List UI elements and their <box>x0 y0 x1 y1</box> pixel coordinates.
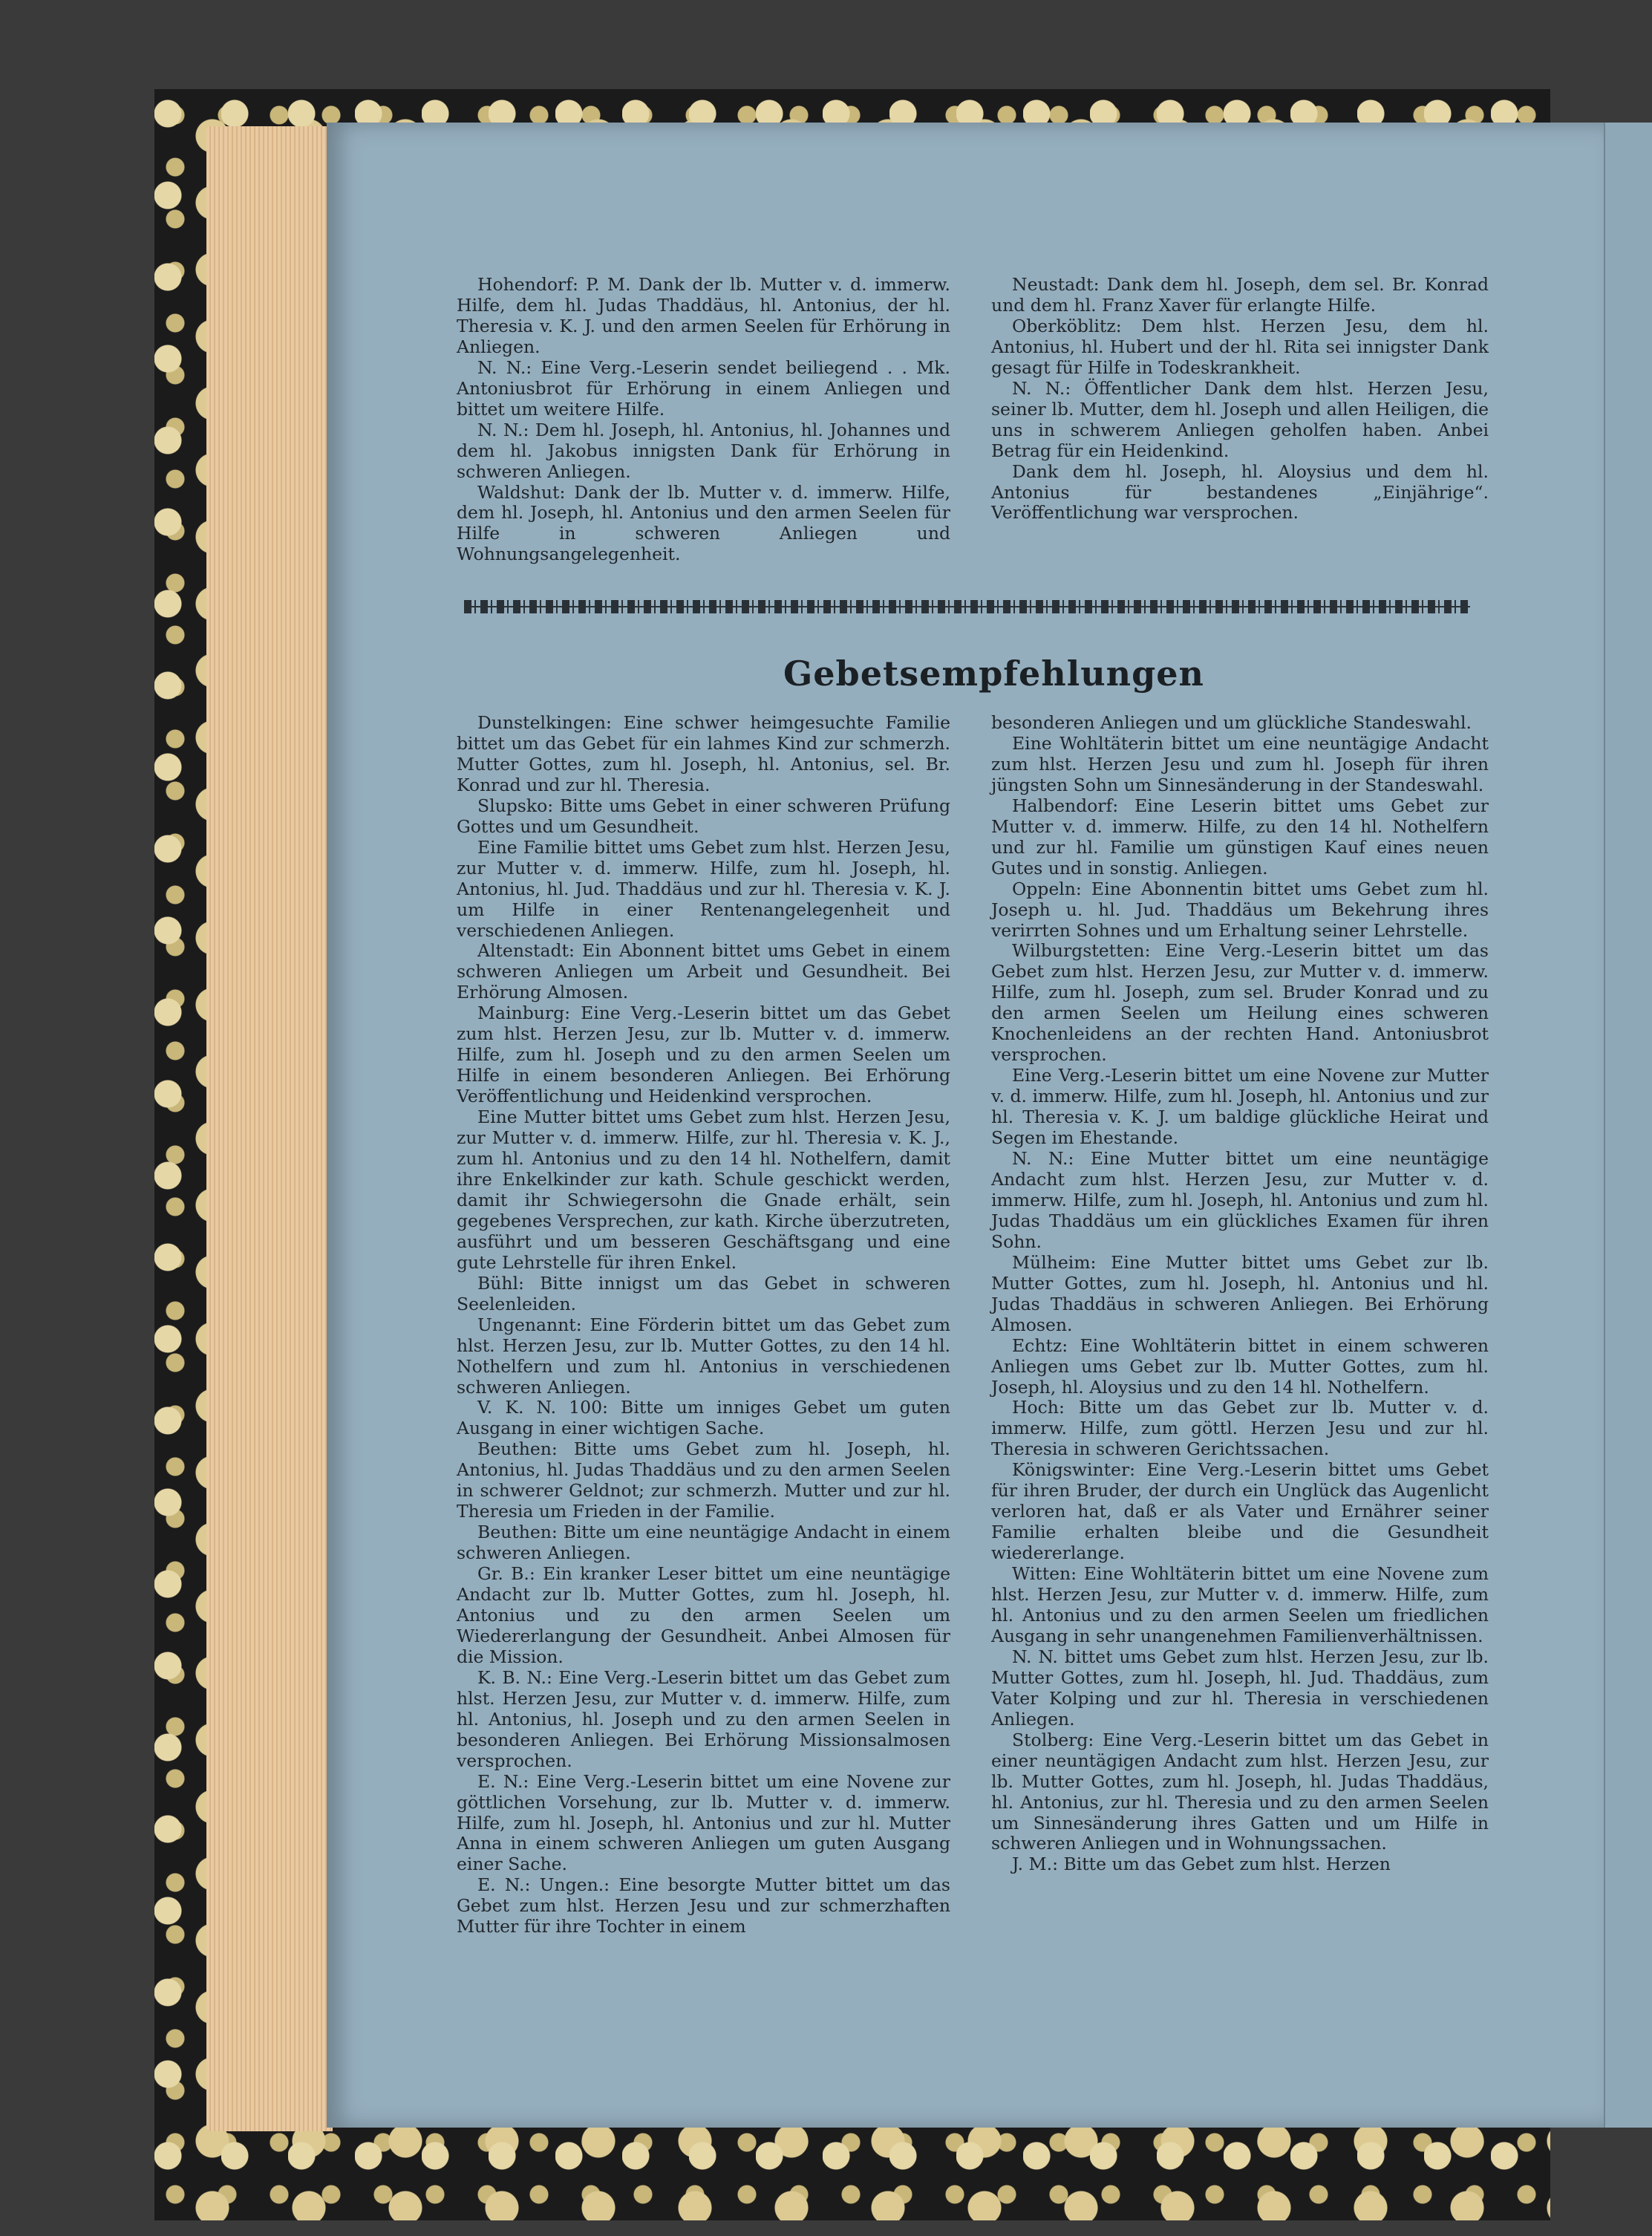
paragraph: Altenstadt: Ein Abonnent bittet ums Gebet in einem schweren Anliegen um Arbeit und Gesundheit. Bei Erhörung Almosen. <box>457 940 950 1003</box>
paragraph: N. N.: Eine Mutter bittet um eine neuntägige Andacht zum hlst. Herzen Jesu, zur Mutter v. d. immerw. Hilfe, zum hl. Joseph, hl. Antonius und zum hl. Judas Thaddäus um ein glückliches Examen für ihren Sohn. <box>991 1148 1489 1252</box>
paragraph: Wilburgstetten: Eine Verg.-Leserin bittet um das Gebet zum hlst. Herzen Jesu, zur Mutter v. d. immerw. Hilfe, zum hl. Joseph, zum sel. Bruder Konrad und zu den armen Seelen um Heilung eines schweren Knochenleidens an der rechten Hand. Antoniusbrot versprochen. <box>991 940 1489 1066</box>
paragraph: Bühl: Bitte innigst um das Gebet in schweren Seelenleiden. <box>457 1272 950 1314</box>
paragraph: Hohendorf: P. M. Dank der lb. Mutter v. d. immerw. Hilfe, dem hl. Judas Thaddäus, hl. Antonius, der hl. Theresia v. K. J. und den armen Seelen für Erhörung in Anliegen. <box>457 274 950 357</box>
paragraph: Dunstelkingen: Eine schwer heimgesuchte Familie bittet um das Gebet für ein lahmes Kind zur schmerzh. Mutter Gottes, zum hl. Joseph, hl. Antonius, sel. Br. Konrad und zur hl. Theresia. <box>457 712 950 795</box>
paragraph: Mülheim: Eine Mutter bittet ums Gebet zur lb. Mutter Gottes, zum hl. Joseph, hl. Antonius und hl. Judas Thaddäus in schweren Anliegen. Bei Erhörung Almosen. <box>991 1251 1489 1335</box>
paragraph: J. M.: Bitte um das Gebet zum hlst. Herzen <box>1012 1854 1391 1875</box>
ornamental-divider <box>464 600 1470 613</box>
paragraph: besonderen Anliegen und um glückliche Standeswahl. <box>991 712 1472 733</box>
paragraph: N. N.: Öffentlicher Dank dem hlst. Herzen Jesu, seiner lb. Mutter, dem hl. Joseph und allen Heiligen, die uns in schwerem Anliegen geholfen haben. Anbei Betrag für ein Heidenkind. <box>991 377 1489 461</box>
paragraph: Eine Verg.-Leserin bittet um eine Novene zur Mutter v. d. immerw. Hilfe, zum hl. Joseph, hl. Antonius und zur hl. Theresia v. K. J. um baldige glückliche Heirat und Segen im Ehestande. <box>991 1065 1489 1149</box>
paragraph: Oppeln: Eine Abonnentin bittet ums Gebet zum hl. Joseph u. hl. Jud. Thaddäus um Bekehrung ihres verirrten Sohnes und um Erhaltung seiner Lehrstelle. <box>991 878 1489 941</box>
paragraph: Eine Mutter bittet ums Gebet zum hlst. Herzen Jesu, zur Mutter v. d. immerw. Hilfe, zur hl. Theresia v. K. J., zum hl. Antonius und zu den 14 hl. Nothelfern, damit ihre Enkelkinder zur kath. Schule geschickt werden, damit ihr Schwiegersohn die Gnade erhält, sein gegebenes Versprechen, zur kath. Kirche überzutreten, ausführt und um besseren Geschäftsgang und eine gute Lehrstelle für ihren Enkel. <box>457 1106 950 1273</box>
top-column-right <box>991 275 1489 524</box>
paragraph: Dank dem hl. Joseph, hl. Aloysius und dem hl. Antonius für bestandenes „Einjährige“. Veröffentlichung war versprochen. <box>991 460 1489 524</box>
main-column-right <box>991 713 1489 1875</box>
paragraph: N. N. bittet ums Gebet zum hlst. Herzen Jesu, zur lb. Mutter Gottes, zum hl. Joseph, hl. Jud. Thaddäus, zum Vater Kolping und zur hl. Theresia in verschiedenen Anliegen. <box>991 1646 1489 1730</box>
paragraph: K. B. N.: Eine Verg.-Leserin bittet um das Gebet zum hlst. Herzen Jesu, zur Mutter v. d. immerw. Hilfe, zum hl. Antonius, hl. Joseph und zu den armen Seelen in besonderen Anliegen. Bei Erhörung Missionsalmosen versprochen. <box>457 1666 950 1771</box>
paragraph: Gr. B.: Ein kranker Leser bittet um eine neuntägige Andacht zur lb. Mutter Gottes, zum hl. Joseph, hl. Antonius und zu den armen Seelen um Wiedererlangung der Gesundheit. Anbei Almosen für die Mission. <box>457 1563 950 1667</box>
paragraph: Beuthen: Bitte ums Gebet zum hl. Joseph, hl. Antonius, hl. Judas Thaddäus und zu den armen Seelen in schwerer Geldnot; zur schmerzh. Mutter und zur hl. Theresia um Frieden in der Familie. <box>457 1438 950 1522</box>
main-column-left <box>457 713 950 1937</box>
paragraph: Neustadt: Dank dem hl. Joseph, dem sel. Br. Konrad und dem hl. Franz Xaver für erlangte Hilfe. <box>991 274 1489 316</box>
paragraph: Halbendorf: Eine Leserin bittet ums Gebet zur Mutter v. d. immerw. Hilfe, zu den 14 hl. Nothelfern und zur hl. Familie um günstigen Kauf eines neuen Gutes und in sonstig. Anliegen. <box>991 795 1489 879</box>
paragraph: N. N.: Dem hl. Joseph, hl. Antonius, hl. Johannes und dem hl. Jakobus innigsten Dank für Erhörung in schweren Anliegen. <box>457 419 950 482</box>
paragraph: Eine Familie bittet ums Gebet zum hlst. Herzen Jesu, zur Mutter v. d. immerw. Hilfe, zum hl. Joseph, hl. Antonius, hl. Jud. Thaddäus und zur hl. Theresia v. K. J. um Hilfe in einer Rentenangelegenheit und verschiedenen Anliegen. <box>457 836 950 941</box>
paragraph: Echtz: Eine Wohltäterin bittet in einem schweren Anliegen ums Gebet zur lb. Mutter Gottes, zum hl. Joseph, hl. Aloysius und zu den 14 hl. Nothelfern. <box>991 1334 1489 1398</box>
top-column-left <box>457 275 950 565</box>
paragraph: Witten: Eine Wohltäterin bittet um eine Novene zum hlst. Herzen Jesu, zur Mutter v. d. immerw. Hilfe, zum hl. Antonius und zu den armen Seelen um friedlichen Ausgang in sehr unangenehmen Familienverhältnissen. <box>991 1563 1489 1646</box>
paragraph: E. N.: Ungen.: Eine besorgte Mutter bittet um das Gebet zum hlst. Herzen Jesu und zur schmerzhaften Mutter für ihre Tochter in einem <box>457 1874 950 1937</box>
paragraph: Hoch: Bitte um das Gebet zur lb. Mutter v. d. immerw. Hilfe, zum göttl. Herzen Jesu und zur hl. Theresia in schweren Gerichtssachen. <box>991 1397 1489 1460</box>
paragraph: N. N.: Eine Verg.-Leserin sendet beiliegend . . Mk. Antoniusbrot für Erhörung in einem Anliegen und bittet um weitere Hilfe. <box>457 356 950 420</box>
paragraph: Mainburg: Eine Verg.-Leserin bittet um das Gebet zum hlst. Herzen Jesu, zur lb. Mutter v. d. immerw. Hilfe, zum hl. Joseph und zu den armen Seelen um Hilfe in einem besonderen Anliegen. Bei Erhörung Veröffentlichung und Heidenkind versprochen. <box>457 1003 950 1107</box>
paragraph: Ungenannt: Eine Förderin bittet um das Gebet zum hlst. Herzen Jesu, zur lb. Mutter Gottes, zu den 14 hl. Nothelfern und zum hl. Antonius in verschiedenen schweren Anliegen. <box>457 1314 950 1398</box>
paragraph: V. K. N. 100: Bitte um inniges Gebet um guten Ausgang in einer wichtigen Sache. <box>457 1397 950 1439</box>
paragraph: E. N.: Eine Verg.-Leserin bittet um eine Novene zur göttlichen Vorsehung, zur lb. Mutter v. d. immerw. Hilfe, zum hl. Joseph, hl. Antonius und zur hl. Mutter Anna in einem schweren Anliegen um guten Ausgang einer Sache. <box>457 1770 950 1875</box>
paragraph: Stolberg: Eine Verg.-Leserin bittet um das Gebet in einer neuntägigen Andacht zum hlst. Herzen Jesu, zur lb. Mutter Gottes, zum hl. Joseph, hl. Judas Thaddäus, hl. Antonius, zur hl. Theresia und zu den armen Seelen um Sinnesänderung ihres Gatten und um Hilfe in schweren Anliegen und in Wohnungssachen. <box>991 1729 1489 1854</box>
facing-page-edge <box>1604 123 1652 2128</box>
section-heading: Gebetsempfehlungen <box>783 653 1204 694</box>
page-edges <box>206 126 333 2131</box>
paragraph: Waldshut: Dank der lb. Mutter v. d. immerw. Hilfe, dem hl. Joseph, hl. Antonius und den armen Seelen für Hilfe in schweren Anliegen und Wohnungsangelegenheit. <box>457 481 950 565</box>
paragraph: Slupsko: Bitte ums Gebet in einer schweren Prüfung Gottes und um Gesundheit. <box>457 795 950 837</box>
paragraph: Königswinter: Eine Verg.-Leserin bittet ums Gebet für ihren Bruder, der durch ein Unglück das Augenlicht verloren hat, daß er als Vater und Ernährer seiner Familie erhalten bleibe und die Gesundheit wiedererlange. <box>991 1459 1489 1564</box>
paragraph: Eine Wohltäterin bittet um eine neuntägige Andacht zum hlst. Herzen Jesu und zum hl. Joseph für ihren jüngsten Sohn um Sinnesänderung in der Standeswahl. <box>991 732 1489 795</box>
paragraph: Beuthen: Bitte um eine neuntägige Andacht in einem schweren Anliegen. <box>457 1522 950 1564</box>
paragraph: Oberköblitz: Dem hlst. Herzen Jesu, dem hl. Antonius, hl. Hubert und der hl. Rita sei innigster Dank gesagt für Hilfe in Todeskrankheit. <box>991 315 1489 378</box>
